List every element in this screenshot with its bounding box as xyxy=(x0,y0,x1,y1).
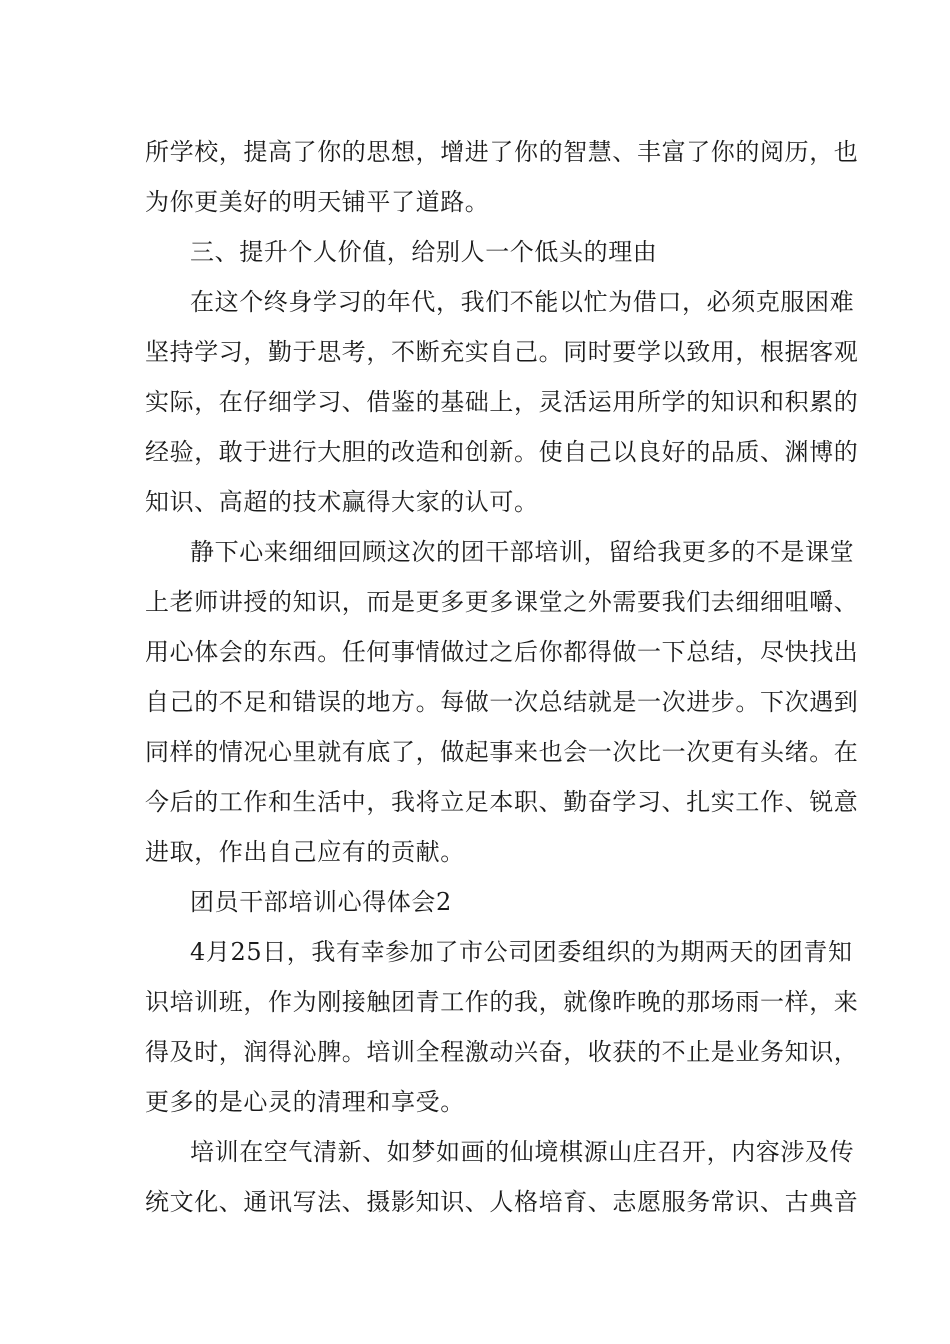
body-text-line: 经验，敢于进行大胆的改造和创新。使自己以良好的品质、渊博的 xyxy=(145,438,859,466)
body-text-line: 坚持学习，勤于思考，不断充实自己。同时要学以致用，根据客观 xyxy=(145,338,859,366)
body-text-line: 更多的是心灵的清理和享受。 xyxy=(145,1088,465,1116)
body-text-line: 自己的不足和错误的地方。每做一次总结就是一次进步。下次遇到 xyxy=(145,688,859,716)
body-text-line: 今后的工作和生活中，我将立足本职、勤奋学习、扎实工作、锐意 xyxy=(145,788,859,816)
body-text-line: 上老师讲授的知识，而是更多更多课堂之外需要我们去细细咀嚼、 xyxy=(145,588,859,616)
body-text-line: 在这个终身学习的年代，我们不能以忙为借口，必须克服困难 xyxy=(190,288,855,316)
body-text-line: 所学校，提高了你的思想，增进了你的智慧、丰富了你的阅历，也 xyxy=(145,138,859,166)
body-text-line: 知识、高超的技术赢得大家的认可。 xyxy=(145,488,539,516)
body-text-line: 培训在空气清新、如梦如画的仙境棋源山庄召开，内容涉及传 xyxy=(190,1138,855,1166)
body-text-line: 识培训班，作为刚接触团青工作的我，就像昨晚的那场雨一样，来 xyxy=(145,988,859,1016)
body-text-line: 统文化、通讯写法、摄影知识、人格培育、志愿服务常识、古典音 xyxy=(145,1188,859,1216)
body-text-line: 为你更美好的明天铺平了道路。 xyxy=(145,188,490,216)
body-text-line: 静下心来细细回顾这次的团干部培训，留给我更多的不是课堂 xyxy=(190,538,855,566)
section-heading: 三、提升个人价值，给别人一个低头的理由 xyxy=(190,238,658,266)
body-text-line: 同样的情况心里就有底了，做起事来也会一次比一次更有头绪。在 xyxy=(145,738,859,766)
article-title: 团员干部培训心得体会2 xyxy=(190,888,452,916)
body-text-line: 实际，在仔细学习、借鉴的基础上，灵活运用所学的知识和积累的 xyxy=(145,388,859,416)
body-text-line: 用心体会的东西。任何事情做过之后你都得做一下总结，尽快找出 xyxy=(145,638,859,666)
body-text-line: 得及时，润得沁脾。培训全程激动兴奋，收获的不止是业务知识， xyxy=(145,1038,859,1066)
body-text-line: 进取，作出自己应有的贡献。 xyxy=(145,838,465,866)
body-text-line: 4月25日，我有幸参加了市公司团委组织的为期两天的团青知 xyxy=(190,938,853,966)
